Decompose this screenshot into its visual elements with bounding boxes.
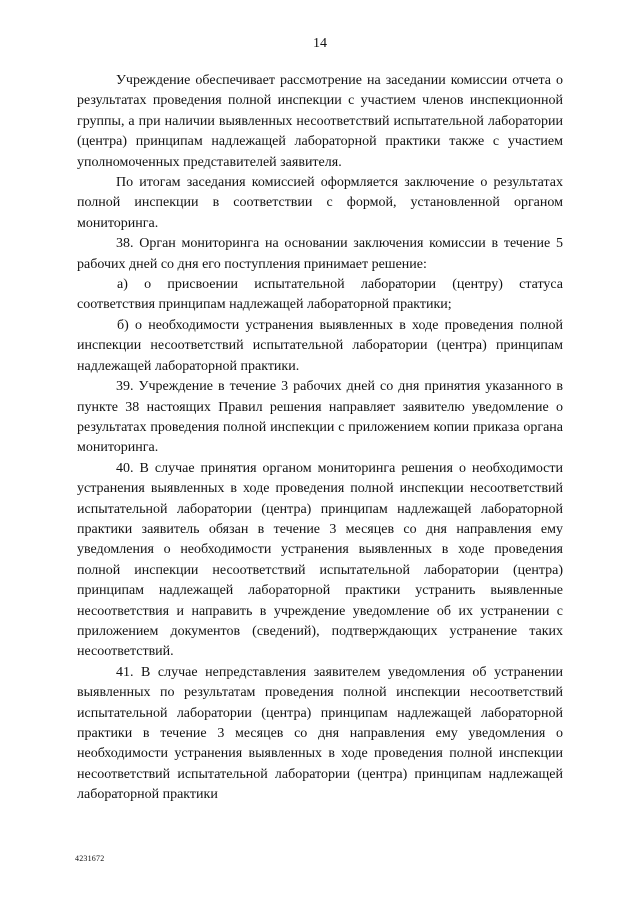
paragraph-item-40: 40. В случае принятия органом мониторинга решения о необходимости устранения выявленных в ходе проведения полной инспекции несоответствий испытательной лаборатории (центра) принципам надлежащей лабораторной практики заявитель обязан в течение 3 месяцев со дня направления ему уведомления о необходимости устранения выявленных в ходе проведения полной инспекции несоответствий испытательной лаборатории (центра) принципам надлежащей лабораторной практики устранить выявленные несоответствия и направить в учреждение уведомление об их устранении с приложением документов (сведений), подтверждающих устранение таких несоответствий. [77,460,563,660]
document-body [77,71,563,806]
paragraph-item-41: 41. В случае непредставления заявителем уведомления об устранении выявленных по результатам проведения полной инспекции несоответствий испытательной лаборатории (центра) принципам надлежащей лабораторной практики в течение 3 месяцев со дня направления ему уведомления о необходимости устранения выявленных в ходе проведения полной инспекции несоответствий испытательной лаборатории (центра) принципам надлежащей лабораторной практики [77,664,563,803]
paragraph-item-38-a: а) о присвоении испытательной лаборатории (центру) статуса соответствия принципам надлежащей лабораторной практики; [77,277,563,313]
document-id: 4231672 [75,854,105,863]
paragraph-item-38-b: б) о необходимости устранения выявленных в ходе проведения полной инспекции несоответствий испытательной лаборатории (центра) принципам надлежащей лабораторной практики. [77,317,563,374]
paragraph-commission-conclusion: По итогам заседания комиссией оформляется заключение о результатах полной инспекции в соответствии с формой, установленной органом мониторинга. [77,175,563,231]
page-number: 14 [313,36,327,51]
paragraph-commission-review: Учреждение обеспечивает рассмотрение на заседании комиссии отчета о результатах проведения полной инспекции с участием членов инспекционной группы, а при наличии выявленных несоответствий испытательной лаборатории (центра) принципам надлежащей лабораторной практики также с участием уполномоченных представителей заявителя. [77,73,563,170]
paragraph-item-38: 38. Орган мониторинга на основании заключения комиссии в течение 5 рабочих дней со дня его поступления принимает решение: [77,236,563,272]
paragraph-item-39: 39. Учреждение в течение 3 рабочих дней со дня принятия указанного в пункте 38 настоящих Правил решения направляет заявителю уведомление о результатах проведения полной инспекции с приложением копии приказа органа мониторинга. [77,379,563,456]
